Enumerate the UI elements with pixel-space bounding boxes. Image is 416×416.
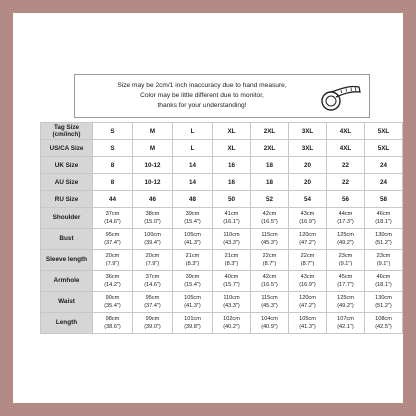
size-cell: 18 [251, 157, 289, 174]
measurement-cell [251, 292, 289, 313]
measurement-cell [173, 313, 213, 334]
size-cell: 10-12 [133, 157, 173, 174]
size-cell: M [133, 140, 173, 157]
measurement-cell [133, 208, 173, 229]
measurement-cell [251, 271, 289, 292]
cm-value: 115cm [261, 295, 278, 301]
size-cell: 56 [327, 191, 365, 208]
size-cell: 8 [93, 157, 133, 174]
row-header: Bust [41, 229, 93, 250]
cm-value: 43cm [300, 211, 315, 217]
measurement-cell [173, 208, 213, 229]
size-row [41, 174, 403, 191]
cm-value: 125cm [337, 232, 354, 238]
size-row [41, 140, 403, 157]
measurement-cell [289, 313, 327, 334]
size-cell: 16 [213, 157, 251, 174]
inch-value: (16.5") [261, 282, 278, 288]
cm-value: 105cm [299, 316, 316, 322]
measuring-tape-icon [319, 79, 363, 115]
measurement-cell [365, 292, 403, 313]
measurement-cell [327, 250, 365, 271]
measurement-cell [173, 292, 213, 313]
size-cell: 10-12 [133, 174, 173, 191]
cm-value: 37cm [145, 274, 160, 280]
inch-value: (45.3") [261, 240, 278, 246]
size-cell: 4XL [327, 123, 365, 140]
cm-value: 21cm [224, 253, 239, 259]
row-header [41, 191, 93, 208]
size-cell: 2XL [251, 140, 289, 157]
row-header-text: US/CA Size [49, 144, 84, 152]
inch-value: (17.7") [337, 282, 354, 288]
size-row [41, 157, 403, 174]
measurement-cell [173, 229, 213, 250]
inch-value: (39.8") [184, 324, 201, 330]
measurement-cell [251, 313, 289, 334]
measurement-cell [365, 208, 403, 229]
cm-value: 115cm [261, 232, 278, 238]
measurement-row [41, 208, 403, 229]
size-row [41, 123, 403, 140]
inch-value: (16.5") [261, 219, 278, 225]
inch-value: (14.2") [104, 282, 121, 288]
inch-value: (14.6") [104, 219, 121, 225]
measurement-cell [365, 271, 403, 292]
size-cell: XL [213, 123, 251, 140]
measurement-cell [289, 229, 327, 250]
size-cell: 8 [93, 174, 133, 191]
inch-value: (49.2") [337, 303, 354, 309]
cm-value: 38cm [145, 211, 160, 217]
cm-value: 99cm [145, 316, 160, 322]
cm-value: 41cm [224, 211, 239, 217]
inch-value: (16.9") [299, 282, 316, 288]
measurement-row [41, 229, 403, 250]
inch-value: (9.1") [376, 261, 391, 267]
cm-value: 95cm [105, 232, 120, 238]
cm-value: 98cm [105, 316, 120, 322]
measurement-cell [365, 250, 403, 271]
size-cell: 16 [213, 174, 251, 191]
inch-value: (40.2") [223, 324, 240, 330]
measurement-cell [213, 250, 251, 271]
size-cell: 22 [327, 174, 365, 191]
cm-value: 104cm [261, 316, 278, 322]
cm-value: 105cm [184, 295, 201, 301]
inch-value: (40.9") [261, 324, 278, 330]
inch-value: (18.1") [375, 282, 392, 288]
inch-value: (39.4") [144, 240, 161, 246]
cm-value: 39cm [185, 274, 200, 280]
cm-value: 107cm [337, 316, 354, 322]
measurement-cell [251, 208, 289, 229]
row-header-text: RU Size [54, 195, 79, 203]
inch-value: (7.9") [145, 261, 160, 267]
size-cell: 44 [93, 191, 133, 208]
measurement-cell [133, 292, 173, 313]
inch-value: (17.3") [337, 219, 354, 225]
size-cell: 2XL [251, 123, 289, 140]
inch-value: (41.3") [299, 324, 316, 330]
size-cell: L [173, 140, 213, 157]
inch-value: (8.7") [300, 261, 315, 267]
row-header: Length [41, 313, 93, 334]
inch-value: (43.3") [223, 240, 240, 246]
measurement-cell [327, 313, 365, 334]
cm-value: 105cm [184, 232, 201, 238]
cm-value: 22cm [300, 253, 315, 259]
inch-value: (37.4") [104, 240, 121, 246]
row-header: Shoulder [41, 208, 93, 229]
size-cell: 52 [251, 191, 289, 208]
size-cell: 20 [289, 157, 327, 174]
size-cell: 5XL [365, 140, 403, 157]
inch-value: (16.9") [299, 219, 316, 225]
size-cell: XL [213, 140, 251, 157]
cm-value: 90cm [105, 295, 120, 301]
measurement-cell [133, 229, 173, 250]
cm-value: 46cm [376, 211, 391, 217]
inch-value: (47.2") [299, 303, 316, 309]
size-cell: 50 [213, 191, 251, 208]
inch-value: (47.2") [299, 240, 316, 246]
size-cell: 5XL [365, 123, 403, 140]
cm-value: 130cm [375, 295, 392, 301]
measurement-cell [251, 250, 289, 271]
measurement-cell [289, 208, 327, 229]
cm-value: 21cm [185, 253, 200, 259]
cm-value: 120cm [299, 232, 316, 238]
cm-value: 42cm [262, 211, 277, 217]
measurement-cell [251, 229, 289, 250]
cm-value: 125cm [337, 295, 354, 301]
inch-value: (35.4") [104, 303, 121, 309]
inch-value: (41.3") [184, 240, 201, 246]
size-cell: L [173, 123, 213, 140]
size-chart-page [14, 14, 402, 402]
size-cell: 24 [365, 174, 403, 191]
measurement-cell [133, 271, 173, 292]
inch-value: (16.1") [223, 219, 240, 225]
cm-value: 40cm [224, 274, 239, 280]
notice-line-2: Color may be little different due to monitor, [140, 92, 264, 99]
size-cell: 24 [365, 157, 403, 174]
cm-value: 23cm [376, 253, 391, 259]
measurement-cell [327, 208, 365, 229]
inch-value: (38.6") [104, 324, 121, 330]
cm-value: 110cm [223, 232, 240, 238]
measurement-cell [327, 229, 365, 250]
cm-value: 44cm [338, 211, 353, 217]
cm-value: 102cm [223, 316, 240, 322]
size-cell: 14 [173, 174, 213, 191]
measurement-cell [173, 250, 213, 271]
measurement-row [41, 292, 403, 313]
inch-value: (8.3") [185, 261, 200, 267]
inch-value: (9.1") [338, 261, 353, 267]
size-cell: S [93, 140, 133, 157]
cm-value: 95cm [145, 295, 160, 301]
measurement-cell [289, 250, 327, 271]
inch-value: (15.7") [223, 282, 240, 288]
inch-value: (7.9") [105, 261, 120, 267]
measurement-cell [213, 313, 251, 334]
measurement-row [41, 313, 403, 334]
notice-line-1: Size may be 2cm/1 inch inaccuracy due to hand measure, [117, 82, 287, 89]
measurement-cell [289, 292, 327, 313]
measurement-cell [213, 208, 251, 229]
size-cell: 3XL [289, 140, 327, 157]
measurement-cell [133, 313, 173, 334]
size-row [41, 191, 403, 208]
row-header-text: AU Size [54, 178, 79, 186]
measurement-cell [327, 292, 365, 313]
measurement-row [41, 271, 403, 292]
inch-value: (41.3") [184, 303, 201, 309]
cm-value: 43cm [300, 274, 315, 280]
cm-value: 100cm [144, 232, 161, 238]
cm-value: 120cm [299, 295, 316, 301]
cm-value: 130cm [375, 232, 392, 238]
row-header [41, 157, 93, 174]
measurement-cell [327, 271, 365, 292]
measurement-cell [213, 271, 251, 292]
size-cell: S [93, 123, 133, 140]
measurement-row [41, 250, 403, 271]
row-header: Waist [41, 292, 93, 313]
measurement-cell [213, 229, 251, 250]
cm-value: 108cm [375, 316, 392, 322]
notice-line-3: thanks for your understanding! [157, 102, 247, 109]
size-cell: 48 [173, 191, 213, 208]
size-cell: 14 [173, 157, 213, 174]
size-cell: 20 [289, 174, 327, 191]
cm-value: 46cm [376, 274, 391, 280]
inch-value: (49.2") [337, 240, 354, 246]
measurement-cell [93, 292, 133, 313]
measurement-cell [93, 208, 133, 229]
cm-value: 36cm [105, 274, 120, 280]
inch-value: (15.0") [144, 219, 161, 225]
inch-value: (18.1") [375, 219, 392, 225]
size-cell: M [133, 123, 173, 140]
cm-value: 101cm [184, 316, 201, 322]
inch-value: (51.2") [375, 303, 392, 309]
row-header-text: Tag Size [53, 124, 80, 131]
row-header: Armhole [41, 271, 93, 292]
measurement-cell [365, 229, 403, 250]
measurement-cell [173, 271, 213, 292]
cm-value: 22cm [262, 253, 277, 259]
notice-box [74, 74, 370, 118]
cm-value: 20cm [145, 253, 160, 259]
inch-value: (15.4") [184, 282, 201, 288]
cm-value: 37cm [105, 211, 120, 217]
inch-value: (8.3") [224, 261, 239, 267]
cm-value: 23cm [338, 253, 353, 259]
inch-value: (45.3") [261, 303, 278, 309]
measurement-cell [213, 292, 251, 313]
measurement-cell [365, 313, 403, 334]
measurement-cell [93, 313, 133, 334]
inch-value: (42.5") [375, 324, 392, 330]
notice-text [87, 81, 317, 111]
size-cell: 4XL [327, 140, 365, 157]
measurement-cell [93, 229, 133, 250]
cm-value: 20cm [105, 253, 120, 259]
cm-value: 39cm [185, 211, 200, 217]
row-header: Sleeve length [41, 250, 93, 271]
inch-value: (51.2") [375, 240, 392, 246]
inch-value: (8.7") [262, 261, 277, 267]
row-header [41, 140, 93, 157]
row-header [41, 123, 93, 140]
inch-value: (15.4") [184, 219, 201, 225]
row-header-text: UK Size [54, 161, 79, 169]
inch-value: (43.3") [223, 303, 240, 309]
size-cell: 18 [251, 174, 289, 191]
size-cell: 22 [327, 157, 365, 174]
size-cell: 46 [133, 191, 173, 208]
measurement-cell [133, 250, 173, 271]
inch-value: (37.4") [144, 303, 161, 309]
cm-value: 45cm [338, 274, 353, 280]
size-cell: 54 [289, 191, 327, 208]
size-cell: 3XL [289, 123, 327, 140]
inch-value: (14.6") [144, 282, 161, 288]
row-header [41, 174, 93, 191]
cm-value: 110cm [223, 295, 240, 301]
measurement-cell [289, 271, 327, 292]
size-cell: 58 [365, 191, 403, 208]
measurement-cell [93, 250, 133, 271]
inch-value: (39.0") [144, 324, 161, 330]
measurement-cell [93, 271, 133, 292]
row-header-text: (cm/inch) [52, 131, 81, 138]
inch-value: (42.1") [337, 324, 354, 330]
cm-value: 42cm [262, 274, 277, 280]
size-chart-table [40, 122, 403, 334]
